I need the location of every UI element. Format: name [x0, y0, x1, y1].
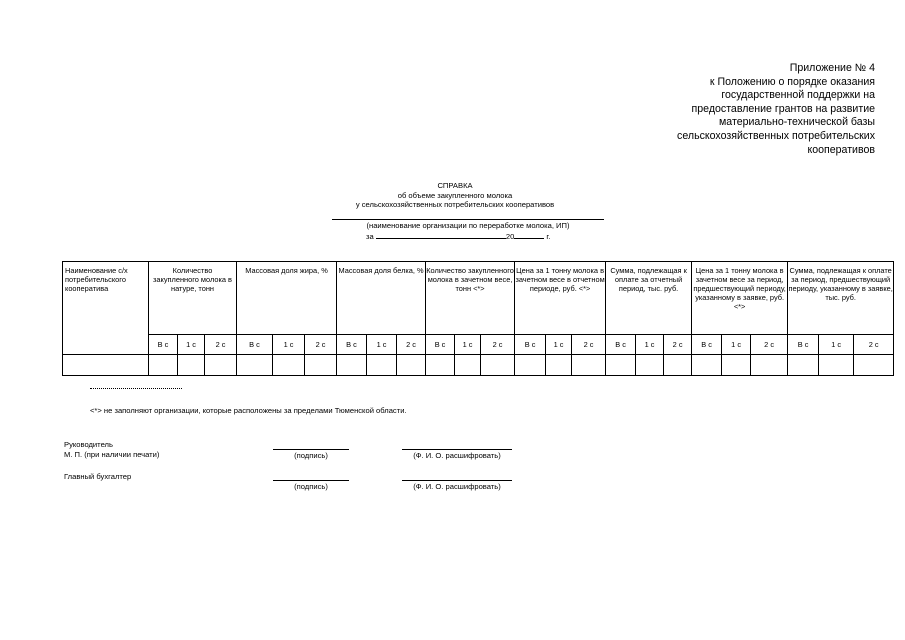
appendix-line: Приложение № 4: [789, 62, 875, 74]
subheader-cell: 1 с: [455, 335, 481, 355]
data-cell[interactable]: [692, 355, 722, 376]
footnote: <*> не заполняют организации, которые расположены за пределами Тюменской области.: [90, 406, 407, 415]
subheader-cell: В с: [337, 335, 367, 355]
subheader-cell: 1 с: [367, 335, 397, 355]
period-year-prefix: 20: [505, 232, 515, 241]
accountant-name-line[interactable]: [402, 480, 512, 481]
subheader-cell: 1 с: [636, 335, 664, 355]
data-cell[interactable]: [397, 355, 426, 376]
head-signature-line[interactable]: [273, 449, 349, 450]
data-cell[interactable]: [751, 355, 788, 376]
subheader-cell: 2 с: [397, 335, 426, 355]
subheader-cell: 1 с: [722, 335, 751, 355]
title-line-2: об объеме закупленного молока: [397, 190, 513, 200]
subheader-cell: 2 с: [572, 335, 606, 355]
period-blank: [376, 231, 506, 239]
appendix-line: предоставление грантов на развитие: [691, 102, 875, 115]
appendix-line: к Положению о порядке оказания: [709, 75, 875, 88]
report-table: [62, 261, 894, 376]
data-cell[interactable]: [788, 355, 819, 376]
document-title: [310, 181, 600, 210]
header-cooperative-name: Наименование с/х потребительского кооператива: [63, 262, 149, 355]
data-cell[interactable]: [636, 355, 664, 376]
accountant-label: Главный бухгалтер: [64, 472, 132, 481]
organization-caption: (наименование организации по переработке молока, ИП): [366, 221, 570, 230]
subheader-cell: 2 с: [854, 335, 894, 355]
head-label: Руководитель: [64, 440, 113, 449]
header-group: Цена за 1 тонну молока в зачетном весе за период, предшествующий периоду, указанному в заявке, руб. <*>: [692, 262, 788, 335]
subheader-cell: 1 с: [273, 335, 305, 355]
data-cell[interactable]: [426, 355, 455, 376]
appendix-line: кооперативов: [807, 143, 875, 156]
subheader-cell: В с: [788, 335, 819, 355]
subheader-cell: В с: [515, 335, 546, 355]
period-prefix: за: [366, 232, 374, 241]
data-cell[interactable]: [515, 355, 546, 376]
data-cell[interactable]: [367, 355, 397, 376]
subheader-cell: В с: [149, 335, 178, 355]
data-cell[interactable]: [205, 355, 237, 376]
appendix-line: материально-технической базы: [719, 116, 875, 129]
data-cell[interactable]: [178, 355, 205, 376]
appendix-line: государственной поддержки на: [721, 89, 875, 102]
header-group: Количество закупленного молока в зачетном весе, тонн <*>: [426, 262, 515, 335]
head-signature-caption: (подпись): [294, 451, 328, 460]
data-cell[interactable]: [455, 355, 481, 376]
appendix-line: сельскохозяйственных потребительских: [677, 129, 875, 142]
accountant-name-caption: (Ф. И. О. расшифровать): [413, 482, 501, 491]
accountant-signature-line[interactable]: [273, 480, 349, 481]
table-subheader-row: [63, 335, 894, 355]
head-name-line[interactable]: [402, 449, 512, 450]
subheader-cell: В с: [606, 335, 636, 355]
period-suffix: г.: [546, 232, 551, 241]
footnote-separator: [90, 388, 182, 389]
data-cell[interactable]: [606, 355, 636, 376]
data-cell[interactable]: [722, 355, 751, 376]
subheader-cell: В с: [426, 335, 455, 355]
table-header-row: [63, 262, 894, 335]
header-group: Массовая доля белка, %: [337, 262, 426, 335]
subheader-cell: 2 с: [664, 335, 692, 355]
data-cell[interactable]: [63, 355, 149, 376]
subheader-cell: 2 с: [751, 335, 788, 355]
subheader-cell: 2 с: [481, 335, 515, 355]
subheader-cell: 2 с: [305, 335, 337, 355]
organization-name-line: [332, 219, 604, 220]
data-cell[interactable]: [481, 355, 515, 376]
table-row: [63, 355, 894, 376]
subheader-cell: 1 с: [178, 335, 205, 355]
header-group: Количество закупленного молока в натуре, тонн: [149, 262, 237, 335]
data-cell[interactable]: [337, 355, 367, 376]
data-cell[interactable]: [237, 355, 273, 376]
data-cell[interactable]: [273, 355, 305, 376]
title-line-1: СПРАВКА: [437, 181, 473, 190]
subheader-cell: В с: [237, 335, 273, 355]
data-cell[interactable]: [546, 355, 572, 376]
data-cell[interactable]: [664, 355, 692, 376]
head-name-caption: (Ф. И. О. расшифровать): [413, 451, 501, 460]
subheader-cell: 1 с: [819, 335, 854, 355]
subheader-cell: 1 с: [546, 335, 572, 355]
data-cell[interactable]: [149, 355, 178, 376]
subheader-cell: 2 с: [205, 335, 237, 355]
header-group: Цена за 1 тонну молока в зачетном весе в отчетном периоде, руб. <*>: [515, 262, 606, 335]
header-group: Сумма, подлежащая к оплате за отчетный период, тыс. руб.: [606, 262, 692, 335]
period-year-blank: [514, 231, 544, 239]
data-cell[interactable]: [572, 355, 606, 376]
accountant-signature-caption: (подпись): [294, 482, 328, 491]
appendix-heading: [575, 62, 875, 157]
period-line: [366, 231, 550, 241]
header-group: Сумма, подлежащая к оплате за период, предшествующий периоду, указанному в заявке, тыс. руб.: [788, 262, 894, 335]
stamp-label: М. П. (при наличии печати): [64, 450, 160, 459]
data-cell[interactable]: [854, 355, 894, 376]
subheader-cell: В с: [692, 335, 722, 355]
data-cell[interactable]: [819, 355, 854, 376]
data-cell[interactable]: [305, 355, 337, 376]
title-line-3: у сельскохозяйственных потребительских кооперативов: [355, 200, 555, 210]
header-group: Массовая доля жира, %: [237, 262, 337, 335]
